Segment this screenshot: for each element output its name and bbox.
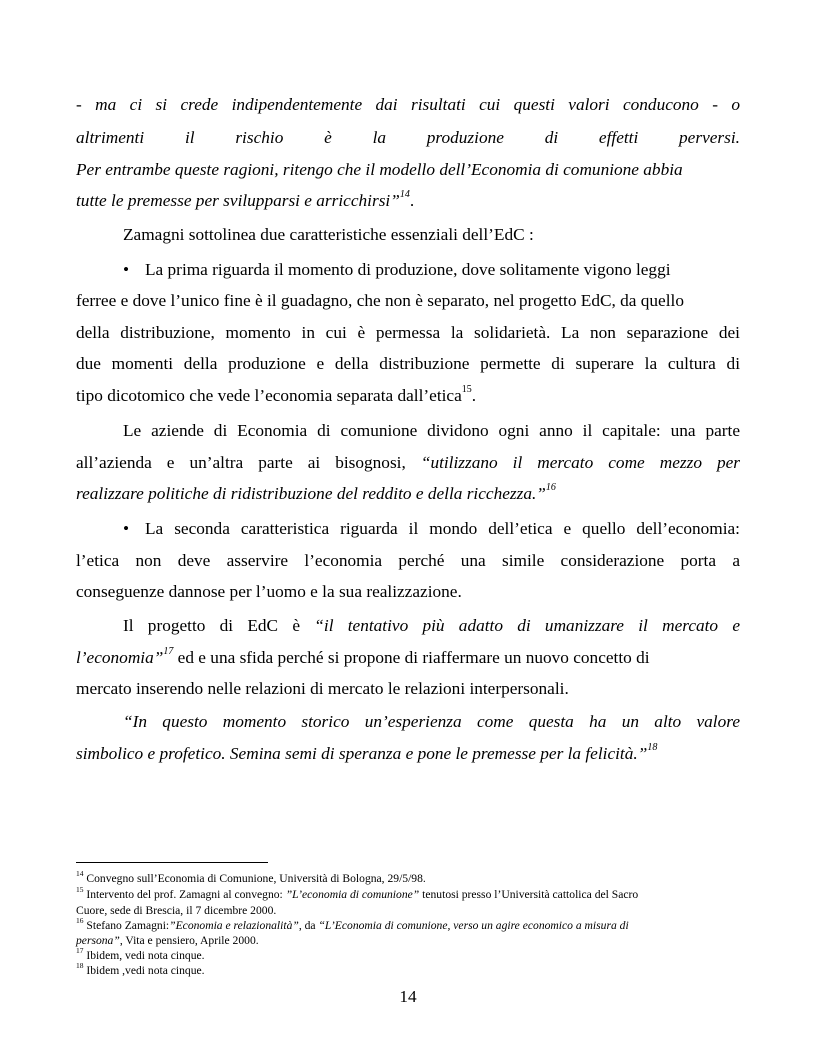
text-line: “In questo momento storico un’esperienza come questa ha un alto valore [123, 712, 740, 731]
footnote-ref: 16 [545, 482, 556, 494]
text-line: • La prima riguarda il momento di produzione, dove solitamente vigono leggi [123, 260, 671, 279]
footnote-14: $^{14}$ Convegno sull’Economia di Comunione, Università di Bologna, 29/5/98. [76, 869, 426, 885]
text-line: ferree e dove l’unico fine è il guadagno, che non è separato, nel progetto EdC, da quello [76, 291, 684, 310]
footnote-ref: 15 [461, 384, 472, 396]
footnote-15-cont: Cuore, sede di Brescia, il 7 dicembre 2000. [76, 904, 277, 917]
text-line: all’azienda e un’altra parte ai bisognosi, “utilizzano il mercato come mezzo per [76, 453, 741, 472]
page-number: 14 [399, 987, 417, 1006]
footnote-divider [76, 862, 268, 863]
text-line: Il progetto di EdC è “il tentativo più adatto di umanizzare il mercato e [123, 616, 741, 635]
text-line: tutte le premesse per svilupparsi e arricchirsi”$^{14}$. [76, 189, 415, 210]
text-line: della distribuzione, momento in cui è permessa la solidarietà. La non separazione dei [76, 323, 740, 342]
text-line: realizzare politiche di ridistribuzione del reddito e della ricchezza.”$^{16}$ [76, 482, 556, 503]
text-line: mercato inserendo nelle relazioni di mercato le relazioni interpersonali. [76, 679, 569, 698]
text-line: Zamagni sottolinea due caratteristiche essenziali dell’EdC : [123, 225, 534, 244]
text-line: Le aziende di Economia di comunione dividono ogni anno il capitale: una parte [123, 421, 740, 440]
text-line: conseguenze dannose per l’uomo e la sua realizzazione. [76, 582, 462, 601]
text-line: - ma ci si crede indipendentemente dai risultati cui questi valori conducono - o [76, 95, 740, 114]
footnote-ref: 17 [163, 646, 174, 658]
text-line: • La seconda caratteristica riguarda il mondo dell’etica e quello dell’economia: [123, 519, 740, 538]
footnote-18: $^{18}$ Ibidem ,vedi nota cinque. [76, 961, 205, 977]
footnote-16: $^{16}$ Stefano Zamagni:”Economia e relazionalità”, da “L’Economia di comunione, verso un agire economico a misura di [76, 916, 629, 932]
text-line: Per entrambe queste ragioni, ritengo che il modello dell’Economia di comunione abbia [76, 160, 683, 179]
footnote-17: $^{17}$ Ibidem, vedi nota cinque. [76, 946, 205, 962]
bullet-icon: • [123, 519, 130, 538]
text-line: due momenti della produzione e della distribuzione permette di superare la cultura di [76, 354, 740, 373]
footnote-ref: 14 [399, 189, 410, 201]
footnote-16-cont: persona”, Vita e pensiero, Aprile 2000. [76, 934, 259, 947]
text-line: l’etica non deve asservire l’economia perché una simile considerazione porta a [76, 551, 740, 570]
text-line: simbolico e profetico. Semina semi di speranza e pone le premesse per la felicità.”$^{18}$ [76, 742, 658, 763]
footnote-ref: 18 [647, 742, 658, 754]
text-line: tipo dicotomico che vede l’economia separata dall’etica$^{15}$. [76, 384, 477, 405]
text-line: l’economia”$^{17}$ ed e una sfida perché si propone di riaffermare un nuovo concetto di [76, 646, 650, 667]
footnote-15: $^{15}$ Intervento del prof. Zamagni al convegno: ”L’economia di comunione” tenutosi presso l’Università cattolica del Sacro [76, 885, 639, 901]
text-line: altrimenti il rischio è la produzione di effetti perversi. [76, 128, 740, 147]
bullet-icon: • [123, 260, 130, 279]
